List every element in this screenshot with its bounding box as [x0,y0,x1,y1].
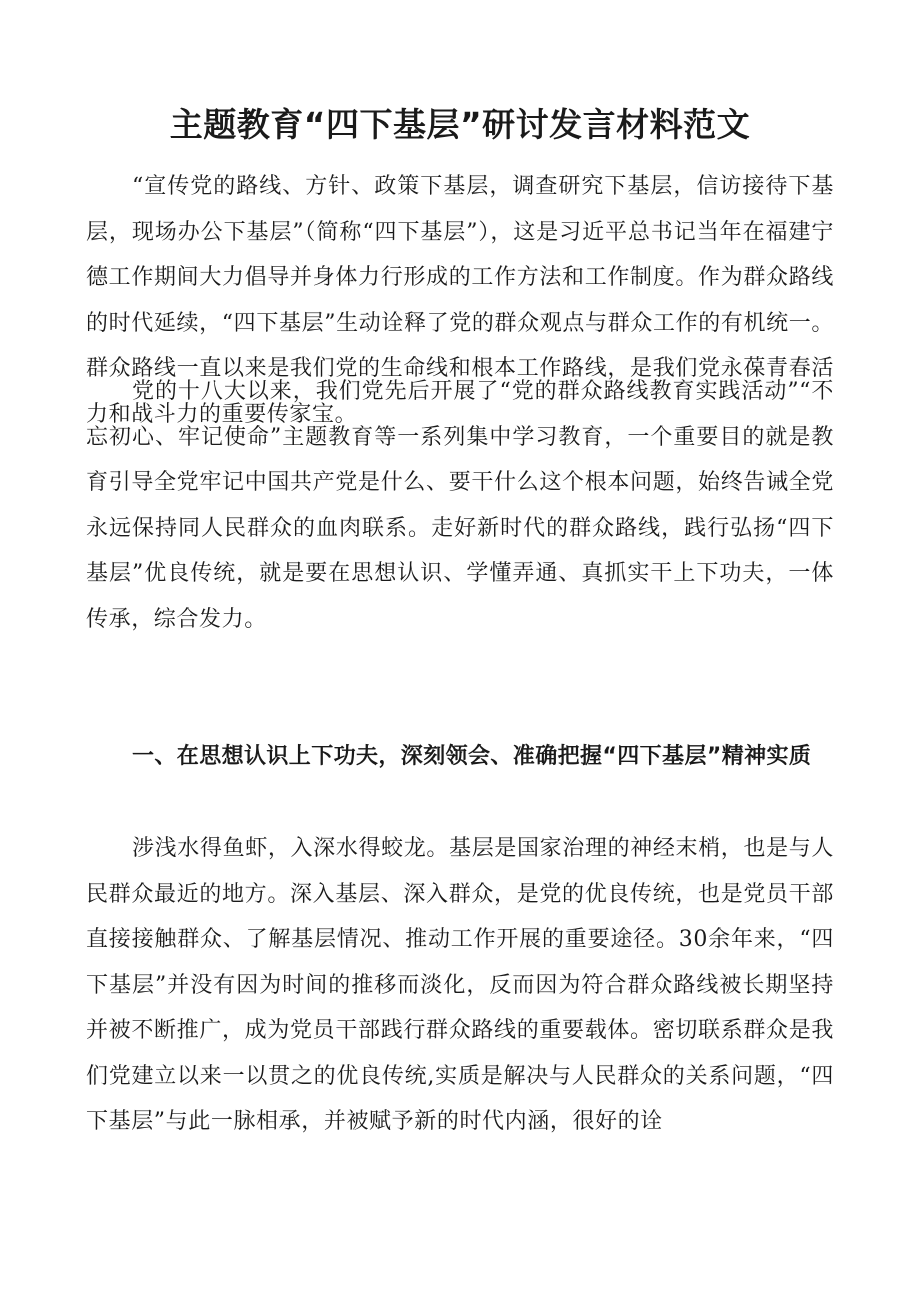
paragraph-section-one: 涉浅水得鱼虾，入深水得蛟龙。基层是国家治理的神经末梢，也是与人民群众最近的地方。深入基层、深入群众，是党的优良传统，也是党员干部直接接触群众、了解基层情况、推动工作开展的重要途径。30余年来，“四下基层”并没有因为时间的推移而淡化，反而因为符合群众路线被长期坚持并被不断推广，成为党员干部践行群众路线的重要载体。密切联系群众是我们党建立以来一以贯之的优良传统,实质是解决与人民群众的关系问题，“四下基层”与此一脉相承，并被赋予新的时代内涵，很好的诠 [86,836,834,1134]
document-title: 主题教育“四下基层”研讨发言材料范文 [169,105,751,144]
section-heading: 一、在思想认识上下功夫，深刻领会、准确把握“四下基层”精神实质 [132,744,812,769]
paragraph-intro: “宣传党的路线、方针、政策下基层，调查研究下基层，信访接待下基层，现场办公下基层”（简称“四下基层”），这是习近平总书记当年在福建宁德工作期间大力倡导并身体力行形成的工作方法和工作制度。作为群众路线的时代延续，“四下基层”生动诠释了党的群众观点与群众工作的有机统一。群众路线一直以来是我们党的生命线和根本工作路线，是我们党永葆青春活力和战斗力的重要传家宝。 [86,174,834,427]
paragraph-background: 党的十八大以来，我们党先后开展了“党的群众路线教育实践活动”“不忘初心、牢记使命”主题教育等一系列集中学习教育，一个重要目的就是教育引导全党牢记中国共产党是什么、要干什么这个根本问题，始终告诫全党永远保持同人民群众的血肉联系。走好新时代的群众路线，践行弘扬“四下基层”优良传统，就是要在思想认识、学懂弄通、真抓实干上下功夫，一体传承，综合发力。 [86,379,834,632]
